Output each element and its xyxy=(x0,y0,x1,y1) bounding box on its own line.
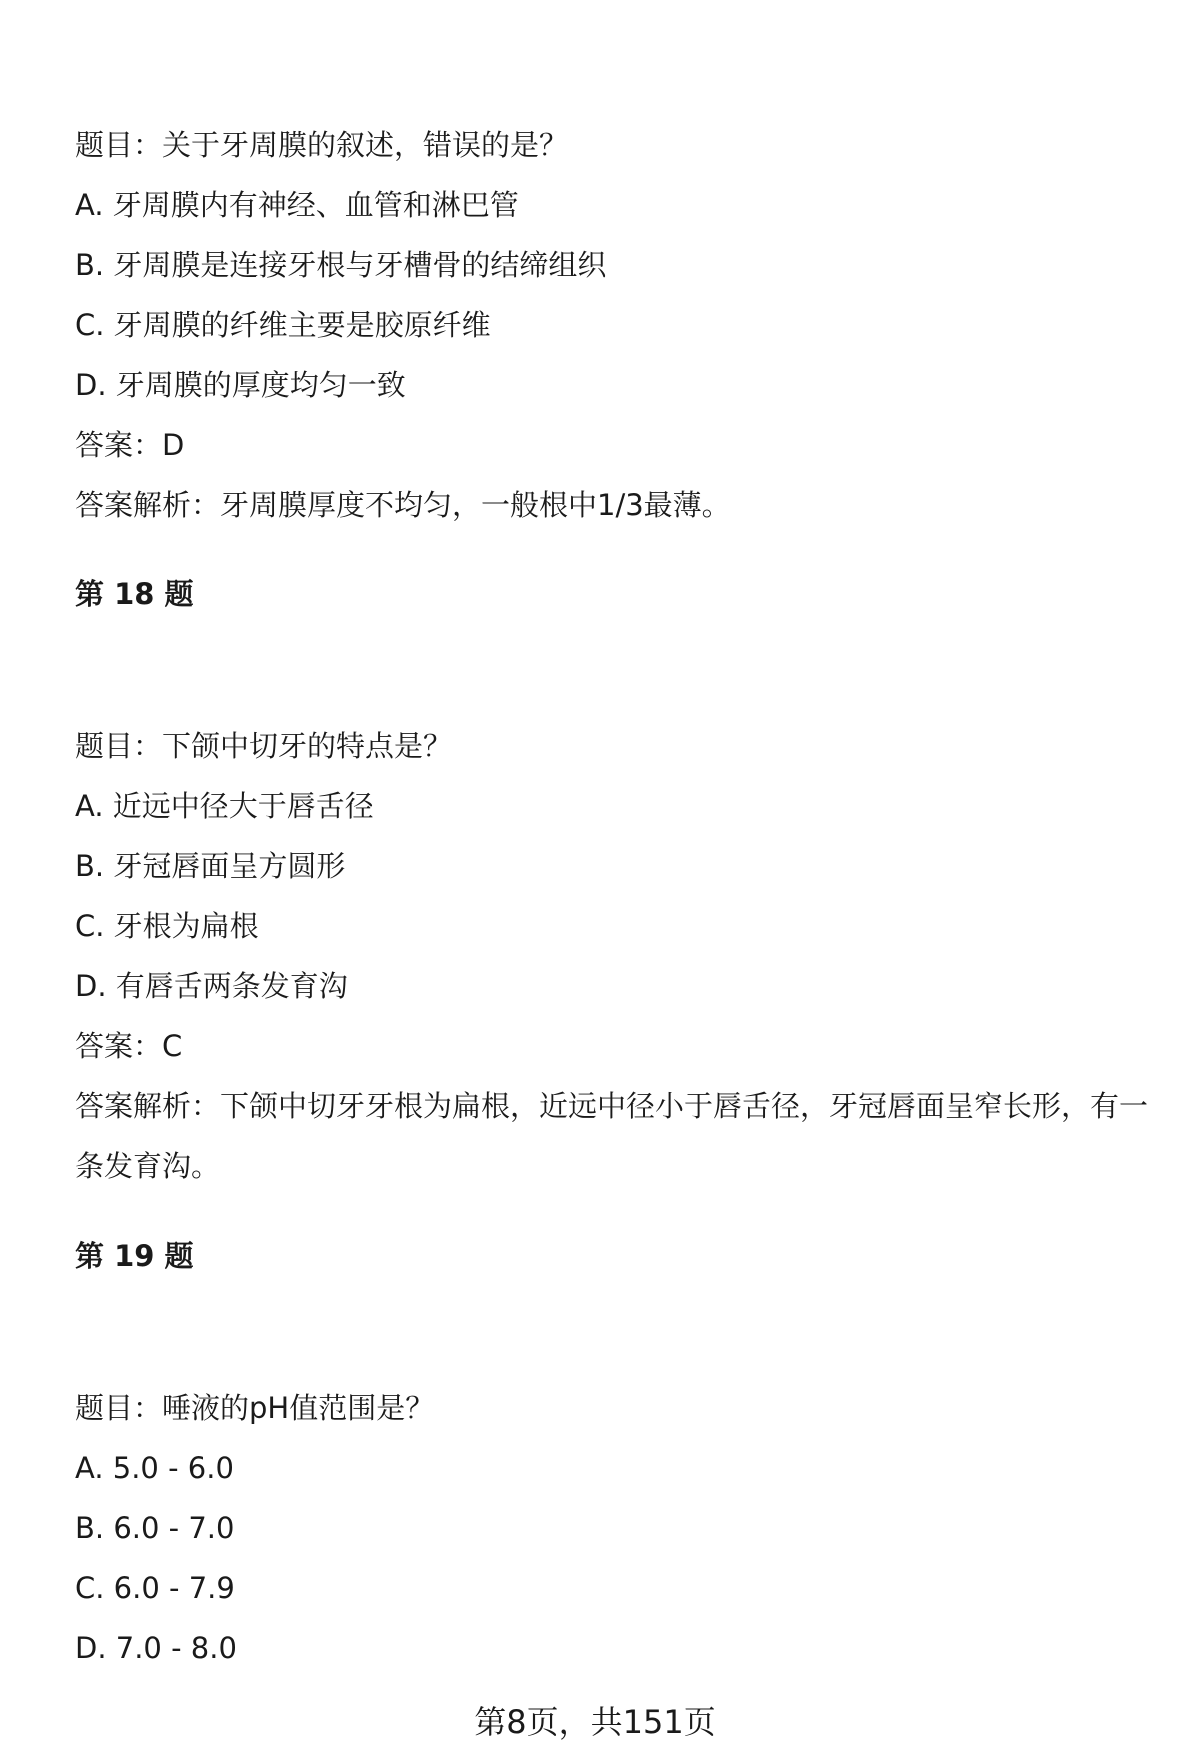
answer-explanation: 答案解析：下颌中切牙牙根为扁根，近远中径小于唇舌径，牙冠唇面呈窄长形，有一条发育沟。 xyxy=(75,1089,1149,1183)
option-b: B. 牙周膜是连接牙根与牙槽骨的结缔组织 xyxy=(75,248,607,282)
option-c: C. 6.0 - 7.9 xyxy=(75,1571,235,1605)
question-stem: 题目：下颌中切牙的特点是？ xyxy=(75,729,453,763)
option-a: A. 近远中径大于唇舌径 xyxy=(75,789,374,823)
question-stem: 题目：关于牙周膜的叙述，错误的是？ xyxy=(75,128,569,162)
answer-explanation: 答案解析：牙周膜厚度不均匀，一般根中1/3最薄。 xyxy=(75,488,731,522)
answer: 答案：D xyxy=(75,428,185,462)
answer: 答案：C xyxy=(75,1029,183,1063)
option-b: B. 6.0 - 7.0 xyxy=(75,1511,235,1545)
page-number-footer: 第8页，共151页 xyxy=(474,1703,716,1741)
option-c: C. 牙根为扁根 xyxy=(75,909,259,943)
option-d: D. 7.0 - 8.0 xyxy=(75,1631,237,1665)
option-d: D. 牙周膜的厚度均匀一致 xyxy=(75,368,406,402)
question-heading: 第 18 题 xyxy=(75,577,194,611)
question-heading: 第 19 题 xyxy=(75,1239,194,1273)
option-a: A. 牙周膜内有神经、血管和淋巴管 xyxy=(75,188,519,222)
option-b: B. 牙冠唇面呈方圆形 xyxy=(75,849,346,883)
question-stem: 题目：唾液的pH值范围是？ xyxy=(75,1391,435,1425)
option-d: D. 有唇舌两条发育沟 xyxy=(75,969,348,1003)
option-a: A. 5.0 - 6.0 xyxy=(75,1451,234,1485)
option-c: C. 牙周膜的纤维主要是胶原纤维 xyxy=(75,308,491,342)
